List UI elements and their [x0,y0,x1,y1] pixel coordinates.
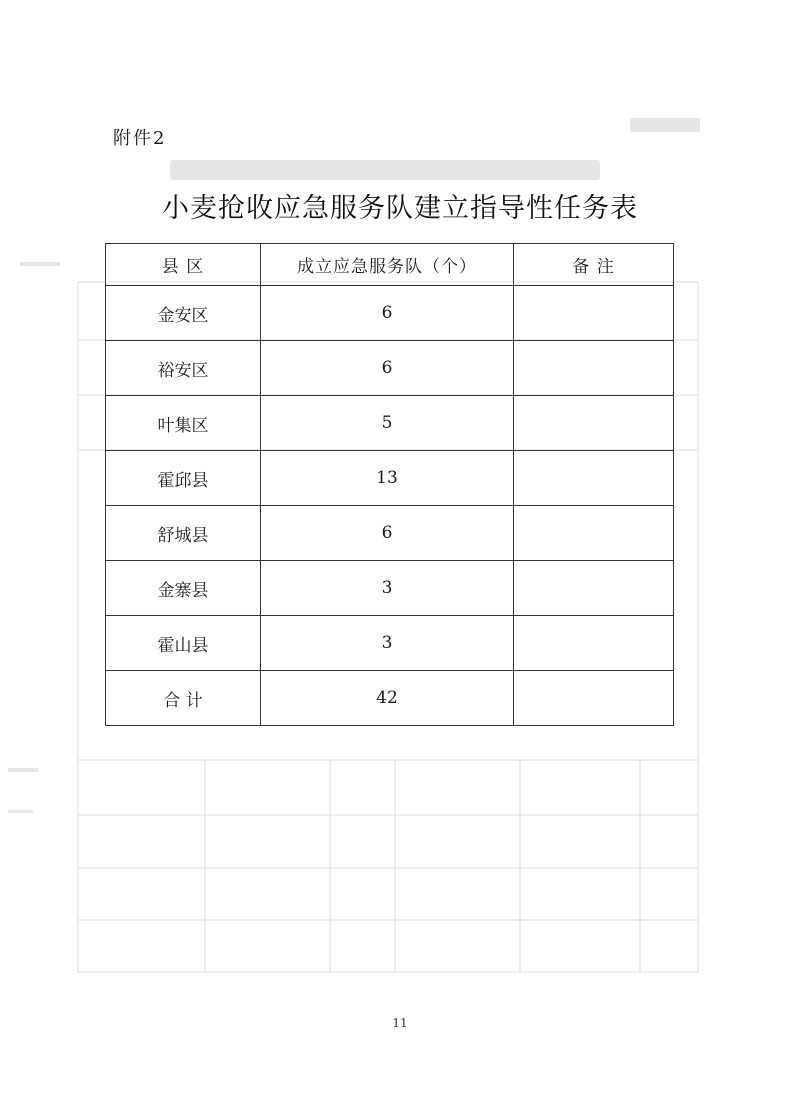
remark-cell [514,451,674,506]
county-cell: 裕安区 [106,341,261,396]
county-cell: 舒城县 [106,506,261,561]
teams-cell: 13 [261,451,514,506]
document-title: 小麦抢收应急服务队建立指导性任务表 [162,193,638,224]
header-county: 县 区 [106,244,261,286]
header-teams: 成立应急服务队（个） [261,244,514,286]
table-row [106,341,674,396]
total-row [106,671,674,726]
remark-cell [514,396,674,451]
table-row [106,561,674,616]
remark-cell [514,506,674,561]
table-header-row [106,244,674,286]
table-row [106,451,674,506]
attachment-label: 附件2 [113,128,167,149]
remark-cell [514,341,674,396]
table-row [106,616,674,671]
county-cell: 霍山县 [106,616,261,671]
teams-cell: 3 [261,561,514,616]
remark-cell [514,616,674,671]
county-cell: 金安区 [106,286,261,341]
remark-cell [514,561,674,616]
teams-cell: 3 [261,616,514,671]
table-row [106,506,674,561]
county-cell: 金寨县 [106,561,261,616]
task-table [105,243,674,726]
remark-cell [514,286,674,341]
total-label-cell: 合 计 [106,671,261,726]
table-row [106,286,674,341]
teams-cell: 6 [261,286,514,341]
county-cell: 叶集区 [106,396,261,451]
total-remark-cell [514,671,674,726]
table-row [106,396,674,451]
teams-cell: 6 [261,506,514,561]
teams-cell: 5 [261,396,514,451]
total-teams-cell: 42 [261,671,514,726]
page-number: 11 [392,1016,408,1030]
header-remark: 备 注 [514,244,674,286]
teams-cell: 6 [261,341,514,396]
county-cell: 霍邱县 [106,451,261,506]
